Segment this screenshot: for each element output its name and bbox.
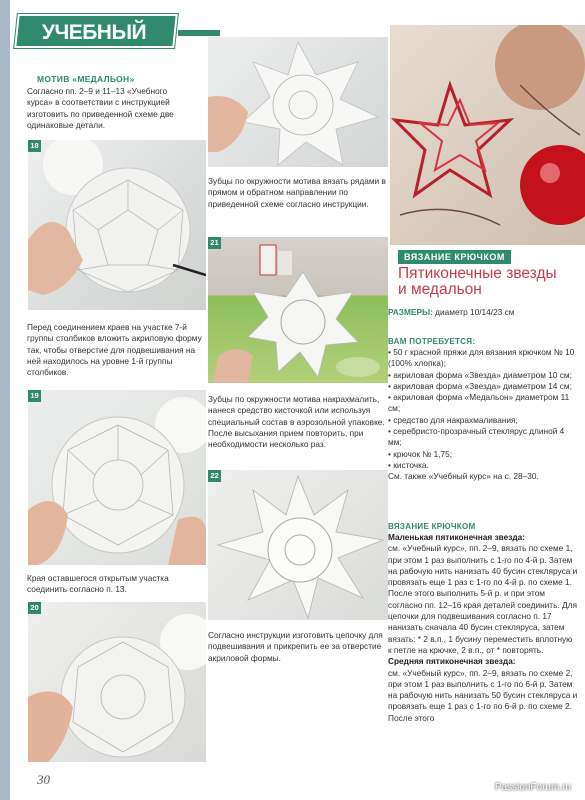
article-title bbox=[398, 266, 557, 298]
small-star-heading: Маленькая пятиконечная звезда: bbox=[388, 532, 526, 542]
header-bar bbox=[178, 30, 220, 36]
crochet-ball-image bbox=[28, 390, 206, 565]
sizes-value: диаметр 10/14/23 см bbox=[435, 307, 515, 317]
photo-step-22 bbox=[208, 470, 388, 620]
step-number: 18 bbox=[28, 140, 41, 152]
needs-item: • акриловая форма «Медальон» диаметром 11 см; bbox=[388, 392, 570, 414]
sizes-label: РАЗМЕРЫ: bbox=[388, 307, 433, 317]
small-star-text: см. «Учебный курс», пп. 2–9, вязать по схеме 1, при этом 1 раз выполнить с 1-го по 4-й р. Затем на рабочую нить нанизать 40 бусин стекляруса и провязать еще 1 раз с 1-го по 4-й р. по схеме 1. После этого выполнить 5-й р. и при этом согласно пп. 12–16 края деталей соединить. Для цепочки для подвешивания согласно п. 17 нанизать сначала 40 бусин стекляруса, затем вязать: * 2 в.п., 1 бусину переместить вплотную к петле на крючке, 2 в.п., от * повторять. bbox=[388, 543, 578, 655]
title-line-2: и медальон bbox=[398, 281, 482, 298]
needs-item: • средство для накрахмаливания; bbox=[388, 414, 518, 425]
top-caption: Зубцы по окружности мотива вязать рядами в прямом и обратном направлении по приведенной схеме согласно инструкции. bbox=[208, 176, 386, 209]
site-watermark: PassionForum.ru bbox=[494, 782, 571, 793]
page-number: 30 bbox=[37, 772, 50, 787]
step-22-caption: Согласно инструкции изготовить цепочку для подвешивания и прикрепить ее за отверстие акриловой формы. bbox=[208, 630, 383, 663]
finished-star-image bbox=[208, 470, 388, 620]
photo-step-19 bbox=[28, 390, 206, 565]
sizes-line bbox=[388, 307, 583, 318]
crochet-star-image bbox=[208, 37, 388, 167]
step-19-caption: Края оставшегося открытым участка соединить согласно п. 13. bbox=[27, 573, 169, 595]
needs-list bbox=[388, 347, 576, 483]
section-label: ВЯЗАНИЕ КРЮЧКОМ bbox=[398, 250, 511, 264]
needs-heading: ВАМ ПОТРЕБУЕТСЯ: bbox=[388, 337, 476, 346]
photo-step-18 bbox=[28, 140, 206, 310]
photo-step-20 bbox=[28, 602, 206, 762]
medium-star-heading: Средняя пятиконечная звезда: bbox=[388, 656, 516, 667]
crochet-heading: ВЯЗАНИЕ КРЮЧКОМ bbox=[388, 522, 476, 531]
magazine-page bbox=[10, 0, 585, 800]
step-number: 22 bbox=[208, 470, 221, 482]
crochet-ball-image bbox=[28, 140, 206, 310]
intro-text: Согласно пп. 2–9 и 11–13 «Учебного курса» в соответствии с инструкцией изготовить по приведенной схеме две одинаковые детали. bbox=[27, 86, 174, 130]
title-line-1: Пятиконечные звезды bbox=[398, 265, 557, 282]
red-stars-image bbox=[390, 25, 585, 245]
step-number: 20 bbox=[28, 602, 41, 614]
needs-item: • 50 г красной пряжи для вязания крючком № 10 (100% хлопка); bbox=[388, 347, 575, 369]
step-number: 21 bbox=[208, 237, 221, 249]
photo-step-21 bbox=[208, 237, 388, 383]
step-number: 19 bbox=[28, 390, 41, 402]
needs-item: • серебристо-прозрачный стеклярус длиной 4 мм; bbox=[388, 426, 565, 448]
instructions bbox=[388, 532, 578, 724]
needs-item: • акриловая форма «Звезда» диаметром 10 см; bbox=[388, 369, 572, 380]
step-18-caption: Перед соединением краев на участке 7-й группы столбиков вложить акриловую форму так, чтобы отверстие для подвешивания на ней находилось на уровне 1-й группы столбиков. bbox=[27, 322, 202, 378]
needs-item: • крючок № 1,75; bbox=[388, 448, 453, 459]
starching-image bbox=[208, 237, 388, 383]
section-badge-label: УЧЕБНЫЙ КУРС bbox=[41, 21, 147, 78]
crochet-ball-image bbox=[28, 602, 206, 762]
step-21-caption: Зубцы по окружности мотива накрахмалить, нанеся средство кисточкой или используя специальный состав в аэрозольной упаковке. После высыхания прием повторить, при необходимости несколько раз. bbox=[208, 394, 385, 450]
medium-star-text: см. «Учебный курс», пп. 2–9, вязать по схеме 2, при этом 1 раз выполнить с 1-го по 6-й р. Затем на рабочую нить нанизать 50 бусин стекляруса и провязать еще 1 раз с 1-го по 6-й р. по схеме 2. После этого bbox=[388, 667, 578, 723]
photo-red-stars bbox=[390, 25, 585, 245]
needs-item: См. также «Учебный курс» на с. 28–30. bbox=[388, 471, 539, 482]
needs-item: • кисточка. bbox=[388, 459, 429, 470]
motif-heading: МОТИВ «МЕДАЛЬОН» bbox=[37, 74, 135, 84]
section-badge bbox=[14, 14, 178, 78]
photo-top-star bbox=[208, 37, 388, 167]
needs-item: • акриловая форма «Звезда» диаметром 14 см; bbox=[388, 380, 572, 391]
